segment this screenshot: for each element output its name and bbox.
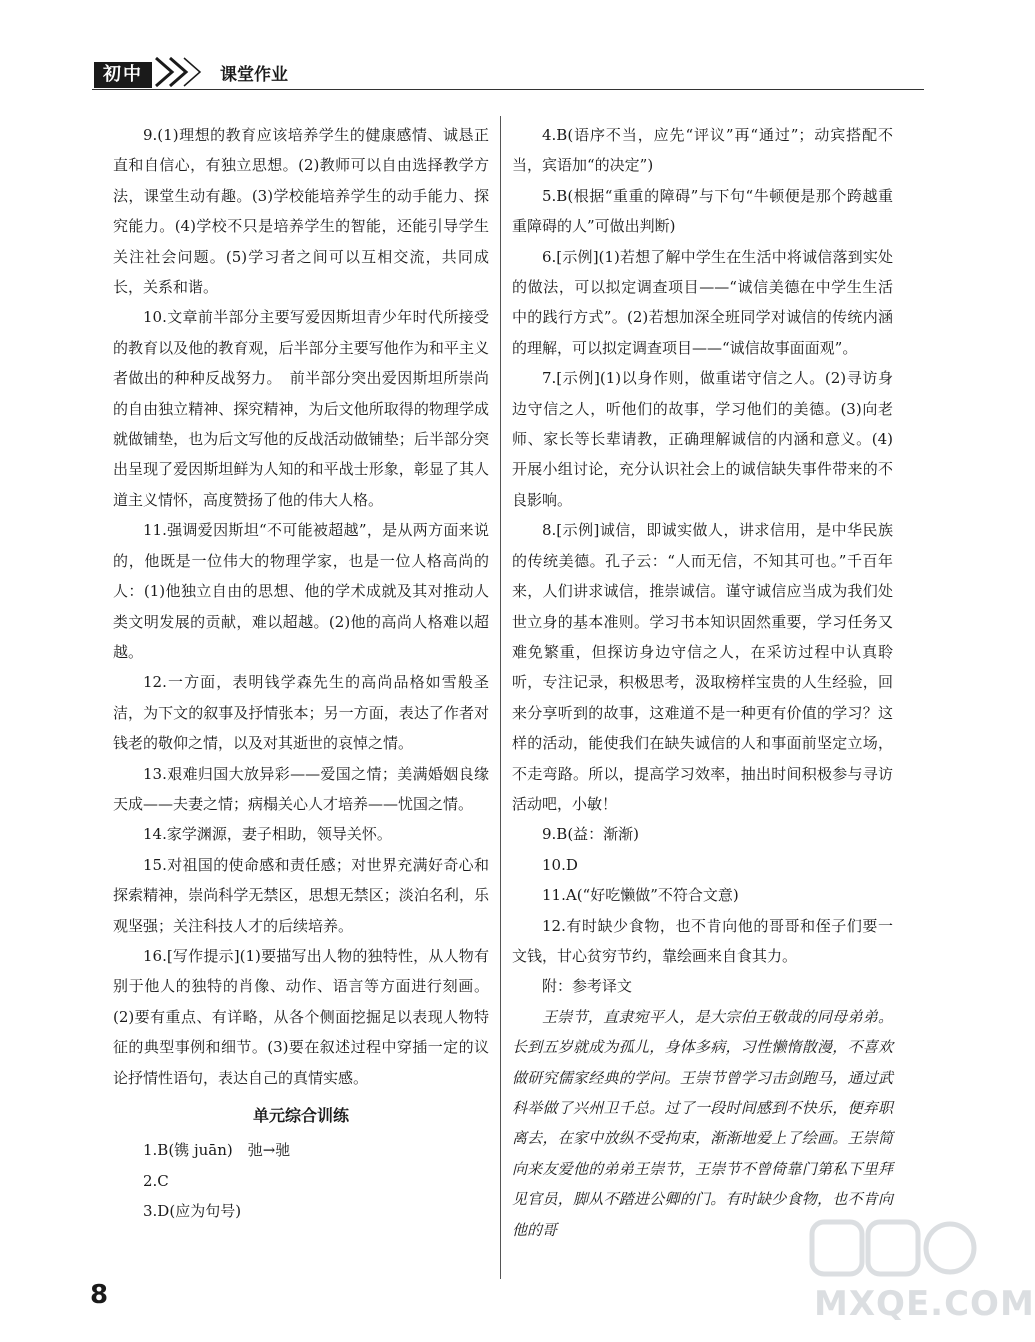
answer-item: 3.D(应为句号) [143, 1202, 242, 1221]
watermark [810, 1212, 1035, 1330]
watermark-badge-icon [810, 1216, 978, 1280]
double-chevron-icon [150, 54, 206, 90]
header-rule [92, 89, 924, 90]
section-title: 单元综合训练 [252, 1106, 349, 1125]
watermark-text: MXQE.COM [814, 1284, 1035, 1324]
answer-paragraph: 6.[示例](1)若想了解中学生在生活中将诚信落到实处的做法，可以拟定调查项目——“诚信美德在中学生生活中的践行方式”。(2)若想加深全班同学对诚信的传统内涵的理解，可以拟定调查项目——“诚信故事面面观”。 [512, 247, 893, 357]
answer-paragraph: 13.艰难归国大放异彩——爱国之情；美满婚姻良缘天成——夫妻之情；病榻关心人才培养——忧国之情。 [113, 764, 489, 813]
answer-paragraph: 4.B(语序不当，应先“评议”再“通过”；动宾搭配不当，宾语加“的决定”) [512, 126, 893, 175]
right-column [512, 120, 893, 1245]
answer-paragraph: 12.一方面，表明钱学森先生的高尚品格如雪般圣洁，为下文的叙事及抒情张本；另一方面，表达了作者对钱老的敬仰之情，以及对其逝世的哀悼之情。 [113, 673, 489, 753]
answer-paragraph: 9.(1)理想的教育应该培养学生的健康感情、诚恳正直和自信心，有独立思想。(2)教师可以自由选择教学方法，课堂生动有趣。(3)学校能培养学生的动手能力、探究能力。(4)学校不只是培养学生的智能，还能引导学生关注社会问题。(5)学习者之间可以互相交流，共同成长，关系和谐。 [113, 126, 489, 297]
answer-item: 2.C [143, 1171, 169, 1190]
page-header [92, 52, 924, 92]
left-column [113, 120, 489, 1227]
column-divider [500, 116, 501, 1279]
series-title: 课堂作业 [220, 65, 288, 85]
answer-item: 11.A(“好吃懒做”不符合文意) [542, 886, 739, 905]
answer-paragraph: 16.[写作提示](1)要描写出人物的独特性，从人物有别于他人的独特的肖像、动作、语言等方面进行刻画。(2)要有重点、有详略，从各个侧面挖掘足以表现人物特征的典型事例和细节。(3)要在叙述过程中穿插一定的议论抒情性语句，表达自己的真情实感。 [113, 946, 489, 1087]
answer-paragraph: 10.文章前半部分主要写爱因斯坦青少年时代所接受的教育以及他的教育观，后半部分主要写他作为和平主义者做出的种种反战努力。 前半部分突出爱因斯坦所崇尚的自由独立精神、探究精神，为后文他所取得的物理学成就做铺垫，也为后文写他的反战活动做铺垫；后半部分突出呈现了爱因斯坦鲜为人知的和平战士形象，彰显了其人道主义情怀，高度赞扬了他的伟大人格。 [113, 308, 489, 509]
appendix-label: 附：参考译文 [542, 977, 633, 996]
answer-paragraph: 15.对祖国的使命感和责任感；对世界充满好奇心和探索精神，崇尚科学无禁区，思想无禁区；淡泊名利，乐观坚强；关注科技人才的后续培养。 [113, 855, 489, 935]
answer-paragraph: 11.强调爱因斯坦“不可能被超越”，是从两方面来说的，他既是一位伟大的物理学家，也是一位人格高尚的人：(1)他独立自由的思想、他的学术成就及其对推动人类文明发展的贡献，难以超越。(2)他的高尚人格难以超越。 [113, 521, 489, 661]
answer-paragraph: 7.[示例](1)以身作则，做重诺守信之人。(2)寻访身边守信之人，听他们的故事，学习他们的美德。(3)向老师、家长等长辈请教，正确理解诚信的内涵和意义。(4)开展小组讨论，充分认识社会上的诚信缺失事件带来的不良影响。 [512, 369, 893, 509]
answer-paragraph: 14.家学渊源，妻子相助，领导关怀。 [143, 825, 392, 844]
grade-label: 初中 [94, 62, 152, 88]
page-number: 8 [90, 1280, 109, 1310]
answer-item: 1.B(镌 juān) 弛→驰 [143, 1141, 291, 1160]
answer-paragraph: 12.有时缺少食物，也不肯向他的哥哥和侄子们要一文钱，甘心贫穷节约，靠绘画来自食其力。 [512, 916, 893, 965]
answer-item: 10.D [542, 855, 578, 874]
answer-item: 9.B(益：渐渐) [542, 825, 640, 844]
reference-translation: 王崇节，直隶宛平人，是大宗伯王敬哉的同母弟弟。长到五岁就成为孤儿，身体多病，习性懒惰散漫，不喜欢做研究儒家经典的学问。王崇节曾学习击剑跑马，通过武科举做了兴州卫千总。过了一段时间感到不快乐，便弃职离去，在家中放纵不受拘束，渐渐地爱上了绘画。王崇简向来友爱他的弟弟王崇节，王崇节不曾倚靠门第私下里拜见官员，脚从不踏进公卿的门。有时缺少食物，也不肯向他的哥 [512, 1007, 893, 1239]
answer-paragraph: 5.B(根据“重重的障碍”与下句“牛顿便是那个跨越重重障碍的人”可做出判断) [512, 186, 893, 236]
answer-paragraph: 8.[示例]诚信，即诚实做人，讲求信用，是中华民族的传统美德。孔子云：“人而无信，不知其可也。”千百年来，人们讲求诚信，推崇诚信。谨守诚信应当成为我们处世立身的基本准则。学习书本知识固然重要，学习任务又难免繁重，但探访身边守信之人，在采访过程中认真聆听，专注记录，积极思考，汲取榜样宝贵的人生经验，回来分享听到的故事，这难道不是一种更有价值的学习？这样的活动，能使我们在缺失诚信的人和事面前坚定立场，不走弯路。所以，提高学习效率，抽出时间积极参与寻访活动吧，小敏！ [512, 521, 893, 813]
